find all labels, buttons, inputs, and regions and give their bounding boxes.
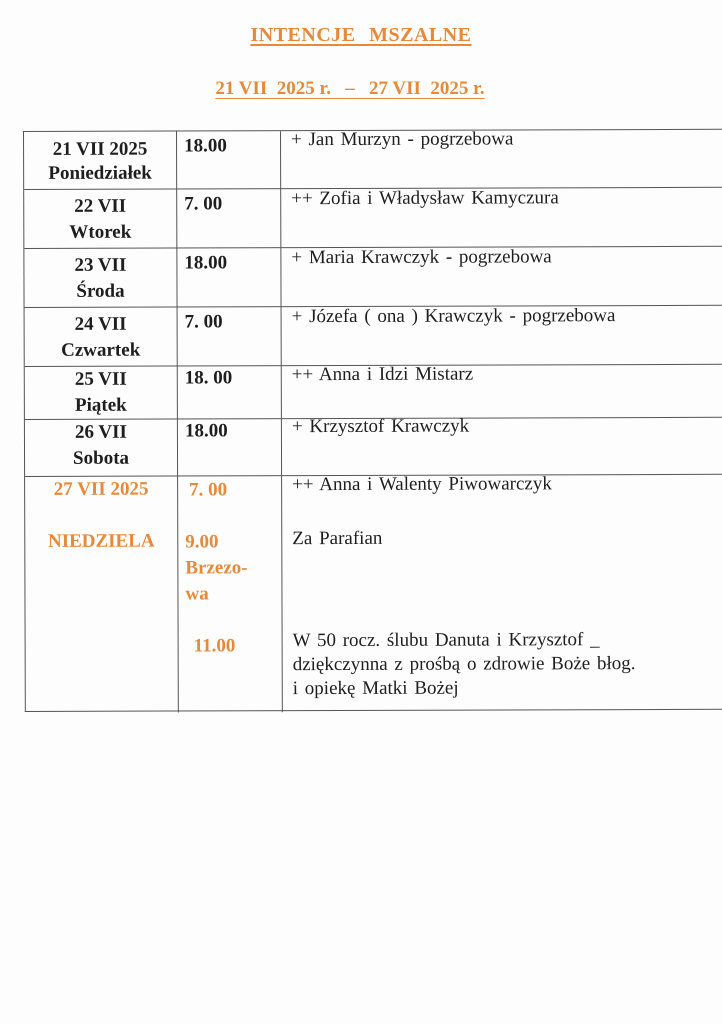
- time-cell: [176, 247, 281, 306]
- intention-cell: [281, 246, 722, 306]
- intention-text: Za Parafian: [292, 527, 383, 550]
- intention-text: + Krzysztof Krawczyk: [291, 415, 470, 438]
- date-range-text: 21 VII 2025 r. – 27 VII 2025 r.: [215, 78, 485, 99]
- page-title-text: INTENCJE MSZALNE: [250, 24, 472, 46]
- time-cell: [176, 131, 281, 188]
- date-cell: [25, 307, 178, 366]
- mass-time: 18.00: [184, 252, 228, 274]
- weekday-label: Poniedziałek: [48, 162, 152, 184]
- mass-time: 7. 00: [189, 479, 228, 501]
- intention-text: + Jan Murzyn - pogrzebowa: [290, 128, 514, 151]
- sunday-date: 27 VII 2025: [53, 478, 149, 500]
- date-cell: [25, 366, 178, 419]
- mass-time: 7. 00: [184, 311, 223, 333]
- intention-cell: [282, 364, 722, 418]
- intention-text: + Maria Krawczyk - pogrzebowa: [291, 246, 552, 269]
- weekday-label: Czwartek: [61, 339, 141, 361]
- intention-text: ++ Zofia i Władysław Kamyczura: [291, 187, 559, 210]
- date-label: 24 VII: [74, 313, 127, 335]
- table-row: [25, 364, 722, 420]
- table-row: [24, 130, 722, 190]
- date-cell: [24, 132, 177, 189]
- intention-text: W 50 rocz. ślubu Danuta i Krzysztof _: [292, 629, 600, 652]
- date-cell: [24, 189, 177, 248]
- date-label: 22 VII: [74, 195, 127, 217]
- weekday-label: Sobota: [73, 447, 130, 469]
- weekday-label: Wtorek: [69, 221, 132, 243]
- mass-time: 18.00: [184, 135, 227, 157]
- mass-time: 11.00: [193, 635, 236, 657]
- date-label: 21 VII 2025: [52, 138, 148, 160]
- intention-text: ++ Anna i Walenty Piwowarczyk: [292, 473, 552, 496]
- date-cell: [25, 476, 179, 713]
- date-label: 25 VII: [74, 368, 127, 390]
- time-cell: [176, 188, 281, 247]
- table-row: [24, 246, 722, 308]
- intention-text: ++ Anna i Idzi Mistarz: [291, 363, 474, 386]
- date-label: 23 VII: [74, 254, 127, 276]
- table-row: [25, 417, 722, 477]
- table-row: [24, 187, 722, 249]
- sunday-row: [25, 474, 722, 713]
- intention-text: i opiekę Matki Bożej: [292, 677, 459, 700]
- weekday-label: Środa: [76, 280, 125, 302]
- mass-place: wa: [185, 583, 209, 605]
- mass-time: 7. 00: [184, 193, 223, 215]
- date-range: [160, 78, 540, 100]
- mass-time: 18.00: [184, 420, 228, 442]
- date-cell: [25, 419, 178, 476]
- date-cell: [24, 248, 177, 307]
- intention-text: dziękczynna z prośbą o zdrowie Boże błog.: [292, 653, 636, 676]
- intention-cell: [282, 305, 722, 365]
- date-label: 26 VII: [74, 421, 127, 443]
- time-cell: [177, 418, 282, 475]
- intention-text: + Józefa ( ona ) Krawczyk - pogrzebowa: [291, 305, 616, 328]
- mass-time: 9.00: [185, 531, 219, 553]
- intention-cell: [281, 187, 722, 247]
- time-cell: [177, 365, 282, 418]
- intention-cell: [282, 417, 722, 475]
- sunday-weekday: NIEDZIELA: [47, 530, 155, 552]
- time-cell: [177, 306, 282, 365]
- page-title: [0, 24, 722, 47]
- intention-cell: [282, 474, 722, 712]
- table-row: [25, 305, 722, 367]
- time-cell: [177, 475, 283, 712]
- intention-cell: [281, 130, 722, 188]
- mass-time: 18. 00: [184, 367, 233, 389]
- weekday-label: Piątek: [74, 394, 127, 416]
- mass-place: Brzezo-: [185, 557, 248, 579]
- intentions-table: [23, 129, 722, 712]
